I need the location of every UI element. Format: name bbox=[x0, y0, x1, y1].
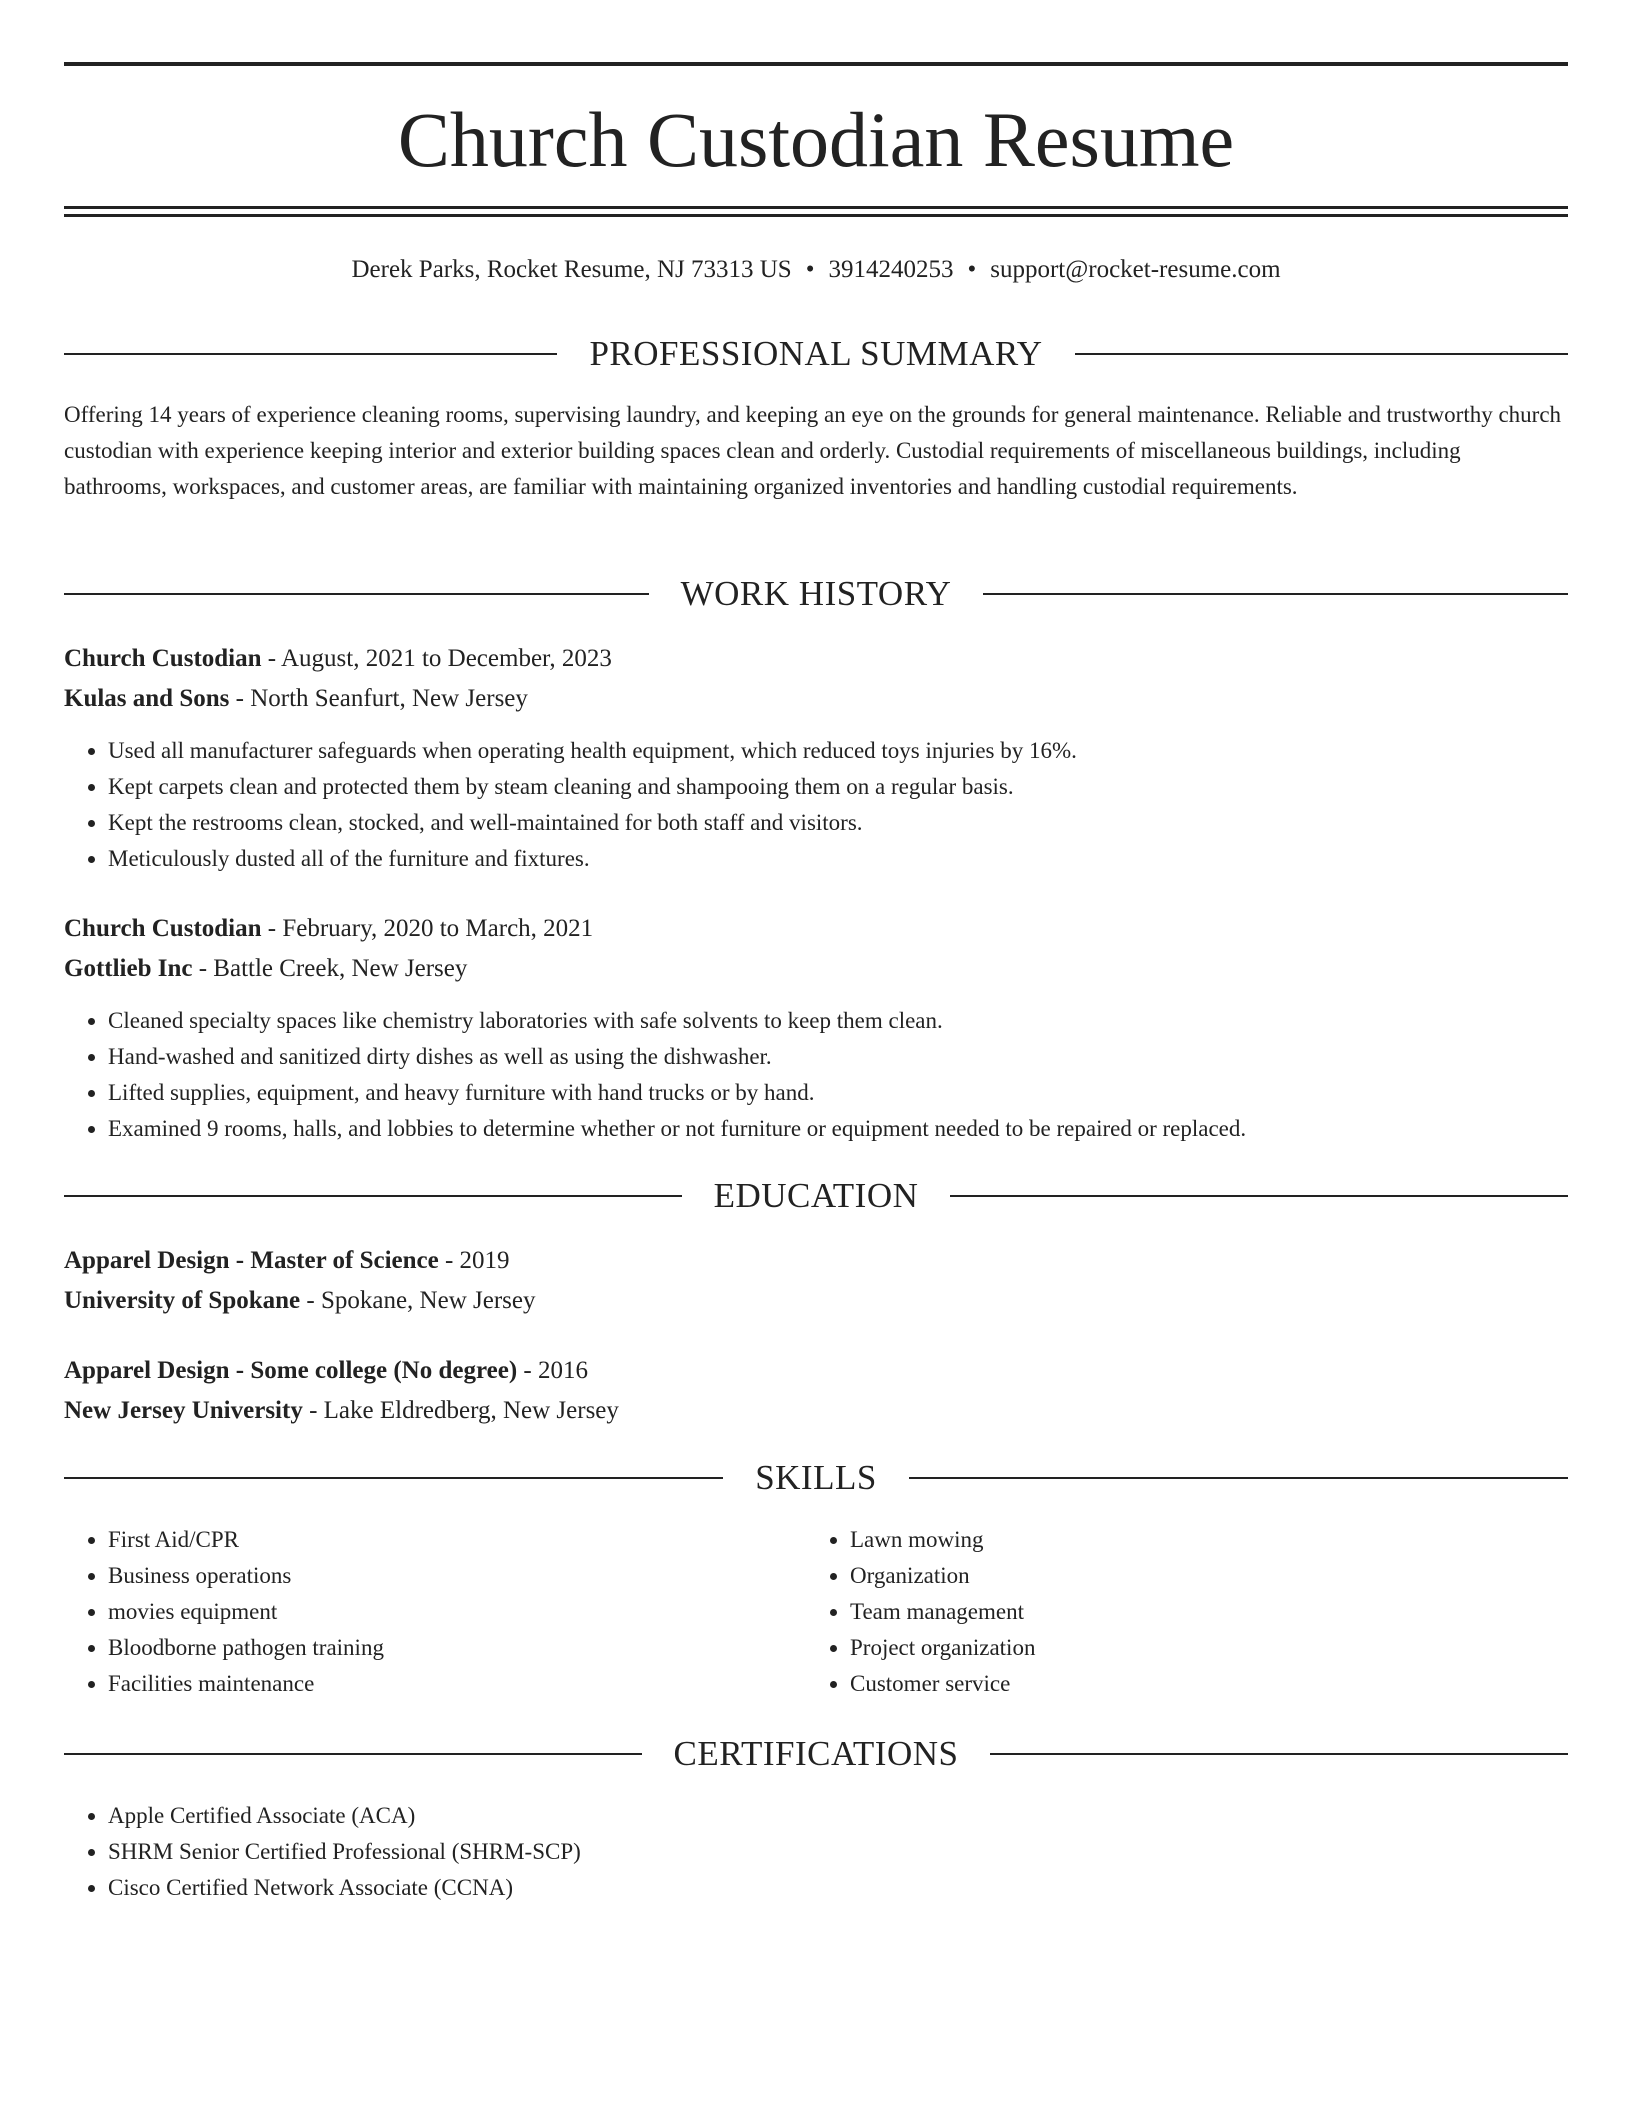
section-divider-right bbox=[909, 1477, 1568, 1479]
list-item: • Meticulously dusted all of the furniture and fixtures. bbox=[108, 841, 1568, 877]
section-divider-right bbox=[990, 1753, 1568, 1755]
certifications-block bbox=[64, 1798, 1568, 1906]
section-title-work-history: WORK HISTORY bbox=[680, 574, 952, 613]
section-divider-left bbox=[64, 593, 649, 595]
job-duties-list bbox=[64, 733, 1568, 877]
list-item: • Kept the restrooms clean, stocked, and well-maintained for both staff and visitors. bbox=[108, 805, 1568, 841]
list-item: • First Aid/CPR bbox=[108, 1522, 806, 1558]
title-rule-lower bbox=[64, 214, 1568, 217]
list-item: • Business operations bbox=[108, 1558, 806, 1594]
section-title-certifications: CERTIFICATIONS bbox=[673, 1734, 959, 1773]
job-company: Kulas and Sons bbox=[64, 685, 230, 712]
job-duties-list bbox=[64, 1003, 1568, 1147]
skills-list-right bbox=[806, 1522, 1568, 1702]
section-divider-right bbox=[983, 593, 1568, 595]
section-header-skills bbox=[64, 1455, 1568, 1501]
school-location: - Spokane, New Jersey bbox=[300, 1287, 536, 1314]
list-item: • Team management bbox=[850, 1594, 1568, 1630]
list-item: • Hand-washed and sanitized dirty dishes as well as using the dishwasher. bbox=[108, 1039, 1568, 1075]
contact-email: support@rocket-resume.com bbox=[990, 256, 1281, 283]
list-item: • Kept carpets clean and protected them by steam cleaning and shampooing them on a regular basis. bbox=[108, 769, 1568, 805]
section-header-certifications bbox=[64, 1731, 1568, 1777]
section-title-education: EDUCATION bbox=[713, 1176, 919, 1215]
education-entry bbox=[64, 1351, 1568, 1431]
job-title-line bbox=[64, 909, 1568, 949]
list-item: • Examined 9 rooms, halls, and lobbies to determine whether or not furniture or equipment needed to be repaired or replaced. bbox=[108, 1111, 1568, 1147]
list-item: • Bloodborne pathogen training bbox=[108, 1630, 806, 1666]
list-item: • Organization bbox=[850, 1558, 1568, 1594]
skills-list-left bbox=[64, 1522, 806, 1702]
job-company: Gottlieb Inc bbox=[64, 955, 193, 982]
list-item: • Cleaned specialty spaces like chemistry laboratories with safe solvents to keep them clean. bbox=[108, 1003, 1568, 1039]
contact-separator: • bbox=[805, 256, 815, 283]
job-title: Church Custodian bbox=[64, 645, 262, 672]
school: University of Spokane bbox=[64, 1287, 301, 1314]
list-item: • Lawn mowing bbox=[850, 1522, 1568, 1558]
job-entry bbox=[64, 639, 1568, 877]
section-header-education bbox=[64, 1173, 1568, 1219]
education-entry bbox=[64, 1241, 1568, 1321]
degree-line bbox=[64, 1241, 1568, 1281]
list-item: • Customer service bbox=[850, 1666, 1568, 1702]
list-item: • Used all manufacturer safeguards when operating health equipment, which reduced toys injuries by 16%. bbox=[108, 733, 1568, 769]
job-title-line bbox=[64, 639, 1568, 679]
school-location: - Lake Eldredberg, New Jersey bbox=[302, 1397, 619, 1424]
list-item: • Lifted supplies, equipment, and heavy furniture with hand trucks or by hand. bbox=[108, 1075, 1568, 1111]
degree: Apparel Design - Master of Science bbox=[64, 1247, 439, 1274]
job-location: - North Seanfurt, New Jersey bbox=[229, 685, 528, 712]
section-header-summary bbox=[64, 331, 1568, 377]
degree-line bbox=[64, 1351, 1568, 1391]
degree-year: - 2016 bbox=[517, 1357, 588, 1384]
contact-separator: • bbox=[967, 256, 977, 283]
page-title: Church Custodian Resume bbox=[397, 96, 1235, 183]
school-line bbox=[64, 1281, 1568, 1321]
certifications-list bbox=[64, 1798, 1568, 1906]
list-item: • movies equipment bbox=[108, 1594, 806, 1630]
school-line bbox=[64, 1391, 1568, 1431]
section-divider-left bbox=[64, 1477, 723, 1479]
top-rule bbox=[64, 62, 1568, 66]
title-rule-upper bbox=[64, 206, 1568, 209]
list-item: • Apple Certified Associate (ACA) bbox=[108, 1798, 1568, 1834]
section-header-work-history bbox=[64, 571, 1568, 617]
contact-line bbox=[64, 252, 1568, 288]
contact-phone: 3914240253 bbox=[828, 256, 954, 283]
degree-year: - 2019 bbox=[438, 1247, 510, 1274]
list-item: • Cisco Certified Network Associate (CCNA) bbox=[108, 1870, 1568, 1906]
job-company-line bbox=[64, 679, 1568, 719]
section-divider-left bbox=[64, 1195, 682, 1197]
section-divider-right bbox=[950, 1195, 1568, 1197]
list-item: • SHRM Senior Certified Professional (SHRM-SCP) bbox=[108, 1834, 1568, 1870]
job-company-line bbox=[64, 949, 1568, 989]
section-title-summary: PROFESSIONAL SUMMARY bbox=[589, 334, 1043, 373]
section-divider-left bbox=[64, 353, 557, 355]
summary-text: Offering 14 years of experience cleaning rooms, supervising laundry, and keeping an eye on the grounds for general maintenance. Reliable and trustworthy church custodian with experience keeping interior and exterior building spaces clean and orderly. Custodial requirements of miscellaneous buildings, including bathrooms, workspaces, and customer areas, are familiar with maintaining organized inventories and handling custodial requirements. bbox=[64, 402, 1562, 499]
section-divider-left bbox=[64, 1753, 642, 1755]
skills-columns bbox=[64, 1522, 1568, 1702]
list-item: • Facilities maintenance bbox=[108, 1666, 806, 1702]
resume-page bbox=[64, 0, 1568, 2112]
job-dates: - February, 2020 to March, 2021 bbox=[261, 915, 594, 942]
section-divider-right bbox=[1075, 353, 1568, 355]
degree: Apparel Design - Some college (No degree) bbox=[64, 1357, 518, 1384]
section-title-skills: SKILLS bbox=[755, 1458, 877, 1497]
contact-address: Derek Parks, Rocket Resume, NJ 73313 US bbox=[351, 256, 792, 283]
job-location: - Battle Creek, New Jersey bbox=[192, 955, 468, 982]
list-item: • Project organization bbox=[850, 1630, 1568, 1666]
job-title: Church Custodian bbox=[64, 915, 262, 942]
job-dates: - August, 2021 to December, 2023 bbox=[261, 645, 612, 672]
job-entry bbox=[64, 909, 1568, 1147]
school: New Jersey University bbox=[64, 1397, 303, 1424]
